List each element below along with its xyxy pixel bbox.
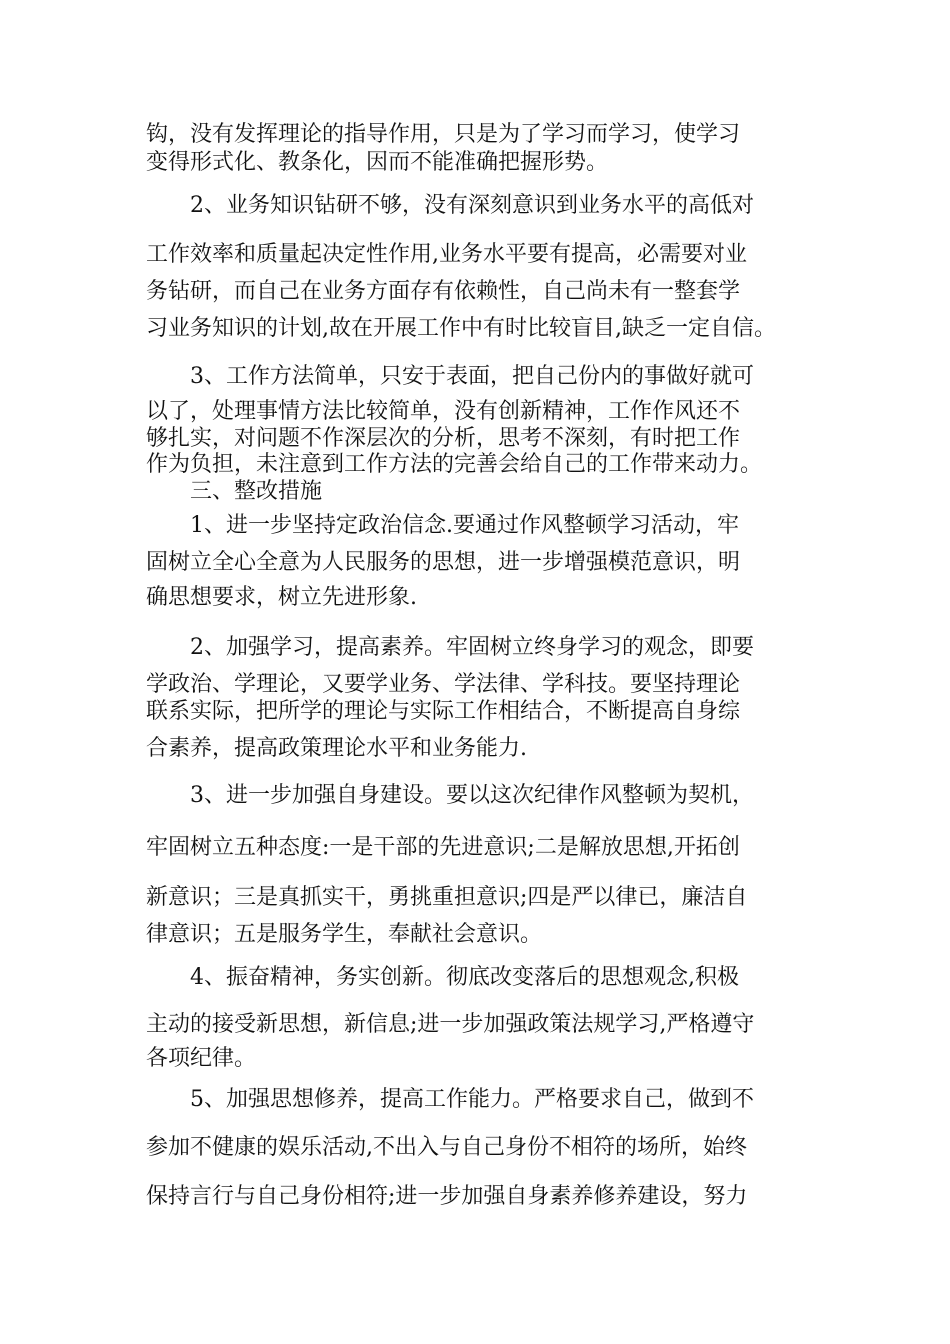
text-line: 够扎实，对问题不作深层次的分析，思考不深刻，有时把工作 <box>146 426 741 451</box>
text-line: 参加不健康的娱乐活动,不出入与自己身份不相符的场所，始终 <box>146 1135 747 1160</box>
text-line: 各项纪律。 <box>146 1046 257 1071</box>
section-heading: 三、整改措施 <box>190 479 323 504</box>
text-line: 变得形式化、教条化，因而不能准确把握形势。 <box>146 150 609 175</box>
text-line: 工作效率和质量起决定性作用,业务水平要有提高，必需要对业 <box>146 242 747 267</box>
text-line: 3、进一步加强自身建设。要以这次纪律作风整顿为契机， <box>190 783 754 808</box>
text-line: 2、业务知识钻研不够，没有深刻意识到业务水平的高低对 <box>190 193 754 218</box>
text-line: 合素养，提高政策理论水平和业务能力. <box>146 736 527 761</box>
text-line: 务钻研，而自己在业务方面存有依赖性，自己尚未有一整套学 <box>146 279 741 304</box>
text-line: 新意识；三是真抓实干，勇挑重担意识;四是严以律已，廉洁自 <box>146 885 748 910</box>
text-line: 主动的接受新思想，新信息;进一步加强政策法规学习,严格遵守 <box>146 1012 755 1037</box>
text-line: 钩，没有发挥理论的指导作用，只是为了学习而学习，使学习 <box>146 122 741 147</box>
text-line: 联系实际，把所学的理论与实际工作相结合，不断提高自身综 <box>146 699 741 724</box>
text-line: 以了，处理事情方法比较简单，没有创新精神，工作作风还不 <box>146 399 741 424</box>
text-line: 习业务知识的计划,故在开展工作中有时比较盲目,缺乏一定自信。 <box>146 316 776 341</box>
text-line: 2、加强学习，提高素养。牢固树立终身学习的观念，即要 <box>190 635 754 660</box>
text-line: 作为负担，未注意到工作方法的完善会给自己的工作带来动力。 <box>146 452 763 477</box>
text-line: 牢固树立五种态度:一是干部的先进意识;二是解放思想,开拓创 <box>146 835 740 860</box>
text-line: 固树立全心全意为人民服务的思想，进一步增强模范意识，明 <box>146 550 741 575</box>
text-line: 保持言行与自己身份相符;进一步加强自身素养修养建设，努力 <box>146 1184 748 1209</box>
text-line: 确思想要求，树立先进形象. <box>146 585 417 610</box>
text-line: 3、工作方法简单，只安于表面，把自己份内的事做好就可 <box>190 364 754 389</box>
text-line: 律意识；五是服务学生，奉献社会意识。 <box>146 922 543 947</box>
text-line: 1、进一步坚持定政治信念.要通过作风整顿学习活动，牢 <box>190 513 739 538</box>
text-line: 5、加强思想修养，提高工作能力。严格要求自己，做到不 <box>190 1087 754 1112</box>
text-line: 学政治、学理论，又要学业务、学法律、学科技。要坚持理论 <box>146 672 741 697</box>
text-line: 4、振奋精神，务实创新。彻底改变落后的思想观念,积极 <box>190 965 739 990</box>
